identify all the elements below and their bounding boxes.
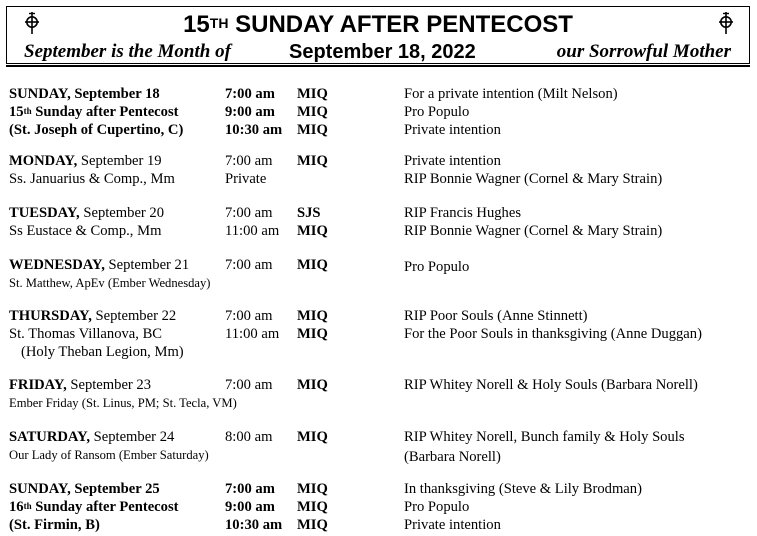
mass-intention: For the Poor Souls in thanksgiving (Anne Duggan): [404, 325, 702, 342]
ordinal-number: 15: [9, 103, 24, 120]
day-heading: [9, 86, 160, 103]
mass-time: 11:00 am: [225, 325, 280, 342]
feast-name: [21, 344, 184, 361]
day-name: TUESDAY,: [9, 205, 80, 221]
date-text: September 24: [89, 429, 175, 445]
mass-intention: RIP Francis Hughes: [404, 205, 522, 221]
date-text: Sunday after Pentecost: [31, 498, 179, 515]
mass-intention: RIP Whitey Norell & Holy Souls (Barbara Norell): [404, 377, 698, 393]
month-dedication-right: our Sorrowful Mother: [556, 41, 731, 62]
day-heading: [9, 377, 151, 394]
ordinal-suffix: th: [23, 105, 32, 116]
day-name: FRIDAY,: [9, 377, 67, 393]
mass-location: MIQ: [297, 325, 328, 342]
date-text: St. Matthew, ApEv (Ember Wednesday): [9, 275, 211, 290]
mass-intention: RIP Bonnie Wagner (Cornel & Mary Strain): [404, 170, 663, 187]
date-text: September 19: [77, 153, 162, 169]
mass-intention: Pro Populo: [404, 259, 470, 275]
mass-location: MIQ: [297, 86, 328, 102]
mass-location: MIQ: [297, 481, 328, 497]
mass-time: 8:00 am: [225, 429, 273, 445]
ordinal-number: 16: [9, 498, 24, 515]
day-heading: [9, 308, 176, 325]
mass-intention: Pro Populo: [404, 103, 470, 120]
feast-name: [9, 275, 211, 292]
page-title: 15TH SUNDAY AFTER PENTECOST: [183, 11, 573, 38]
date-text: St. Thomas Villanova, BC: [9, 325, 163, 342]
mass-time: 7:00 am: [225, 153, 273, 169]
mass-intention: Private intention: [404, 121, 501, 138]
mass-location: MIQ: [297, 516, 328, 533]
date-text: September 21: [104, 257, 190, 273]
mass-location: MIQ: [297, 308, 328, 324]
date-text: Sunday after Pentecost: [31, 103, 179, 120]
date-text: Ember Friday (St. Linus, PM; St. Tecla, VM): [9, 395, 237, 410]
mass-time: 11:00 am: [225, 222, 280, 239]
header-divider: [6, 65, 750, 67]
feast-name: [9, 447, 209, 464]
mass-intention: Private intention: [404, 516, 501, 533]
mass-intention: Private intention: [404, 153, 501, 169]
mass-location: MIQ: [297, 377, 328, 393]
mass-time: 7:00 am: [225, 205, 273, 221]
date-text: SUNDAY, September 18: [9, 86, 160, 102]
mass-location: MIQ: [297, 429, 328, 445]
feast-name: [9, 395, 237, 412]
feast-name: [9, 171, 175, 188]
mass-intention: Pro Populo: [404, 498, 470, 515]
feast-name: [9, 223, 161, 240]
mass-time: 9:00 am: [225, 498, 275, 515]
mass-time: Private: [225, 170, 267, 187]
date-text: Our Lady of Ransom (Ember Saturday): [9, 447, 209, 462]
mass-intention: (Barbara Norell): [404, 448, 501, 465]
day-heading: [9, 205, 164, 222]
date-text: September 22: [91, 308, 177, 324]
day-name: WEDNESDAY,: [9, 257, 105, 273]
mass-location: SJS: [297, 205, 321, 221]
day-heading: [9, 481, 160, 498]
mass-time: 7:00 am: [225, 481, 275, 497]
mass-location: MIQ: [297, 103, 328, 120]
feast-name: [9, 326, 162, 343]
mass-intention: RIP Bonnie Wagner (Cornel & Mary Strain): [404, 222, 663, 239]
date-text: Ss Eustace & Comp., Mm: [9, 222, 162, 239]
ordinal-suffix: th: [23, 500, 32, 511]
feast-name: [9, 517, 100, 534]
mass-intention: RIP Poor Souls (Anne Stinnett): [404, 308, 588, 324]
date-text: SUNDAY, September 25: [9, 481, 160, 497]
day-name: SATURDAY,: [9, 429, 90, 445]
day-heading: [9, 429, 174, 446]
month-dedication-left: September is the Month of: [24, 41, 231, 62]
date-text: (St. Firmin, B): [9, 516, 100, 533]
mass-location: MIQ: [297, 498, 328, 515]
date-text: (St. Joseph of Cupertino, C): [9, 121, 184, 138]
mass-time: 10:30 am: [225, 516, 283, 533]
day-heading: [9, 153, 162, 170]
bulletin-date: September 18, 2022: [289, 41, 476, 63]
mass-intention: For a private intention (Milt Nelson): [404, 86, 618, 102]
mass-location: MIQ: [297, 153, 328, 169]
mass-location: MIQ: [297, 222, 328, 239]
date-text: September 20: [79, 205, 165, 221]
day-name: THURSDAY,: [9, 308, 92, 324]
date-text: (Holy Theban Legion, Mm): [21, 343, 184, 360]
bulletin-header: [6, 6, 750, 64]
mass-intention: RIP Whitey Norell, Bunch family & Holy Souls: [404, 429, 685, 445]
mass-location: MIQ: [297, 257, 328, 273]
mass-time: 10:30 am: [225, 121, 283, 138]
feast-name: [9, 104, 178, 121]
feast-name: [9, 122, 183, 139]
day-heading: [9, 257, 189, 274]
day-name: MONDAY,: [9, 153, 78, 169]
mass-time: 7:00 am: [225, 377, 273, 393]
mass-intention: In thanksgiving (Steve & Lily Brodman): [404, 481, 642, 497]
mass-location: MIQ: [297, 121, 328, 138]
mass-time: 7:00 am: [225, 308, 273, 324]
date-text: Ss. Januarius & Comp., Mm: [9, 170, 175, 187]
mass-time: 7:00 am: [225, 257, 273, 273]
mass-time: 9:00 am: [225, 103, 275, 120]
feast-name: [9, 499, 178, 516]
mass-time: 7:00 am: [225, 86, 275, 102]
date-text: September 23: [66, 377, 152, 393]
